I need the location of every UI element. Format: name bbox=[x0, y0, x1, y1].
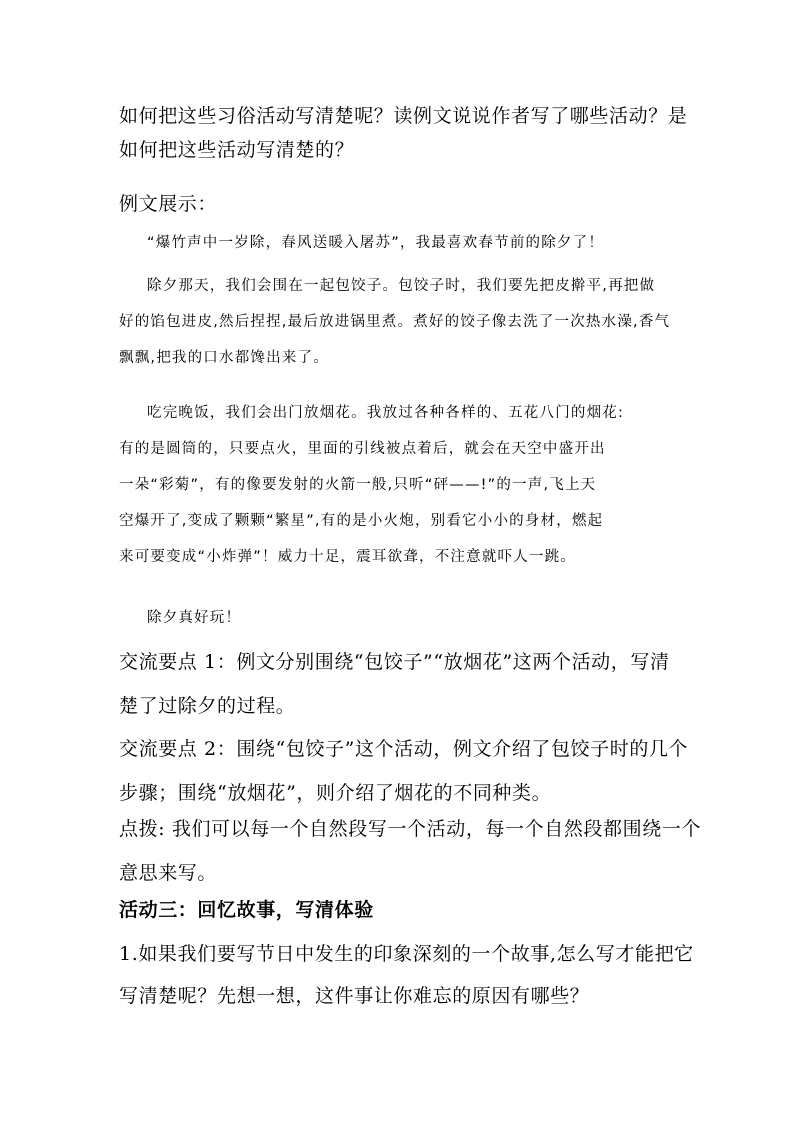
example-paragraph-1 bbox=[119, 228, 679, 258]
example-p2-line-2: 好的馅包进皮,然后捏捏,最后放进锅里煮。煮好的饺子像去洗了一次热水澡,香气 bbox=[119, 314, 671, 330]
discussion-point-2 bbox=[119, 732, 689, 810]
intro-line-2: 如何把这些活动写清楚的？ bbox=[119, 139, 355, 161]
question-1 bbox=[119, 937, 694, 1013]
point2-line-2: 步骤；围绕“放烟花”，则介绍了烟花的不同种类。 bbox=[119, 782, 552, 804]
example-p3-line-1: 吃完晚饭，我们会出门放烟花。我放过各种各样的、五花八门的烟花: bbox=[147, 405, 625, 421]
intro-line-1: 如何把这些习俗活动写清楚呢？读例文说说作者写了哪些活动？是 bbox=[119, 105, 688, 127]
example-p3-line-4: 空爆开了,变成了颗颗“繁星”,有的是小火炮，别看它小小的身材，燃起 bbox=[119, 513, 604, 529]
example-paragraph-3 bbox=[119, 398, 679, 572]
example-paragraph-2 bbox=[119, 271, 679, 373]
point1-line-1: 交流要点 1：例文分别围绕“包饺子”“放烟花”这两个活动，写清 bbox=[119, 651, 670, 673]
point2-line-1: 交流要点 2：围绕“包饺子”这个活动，例文介绍了包饺子时的几个 bbox=[119, 738, 689, 760]
tip-paragraph bbox=[119, 812, 702, 890]
example-p2-line-3: 飘飘,把我的口水都馋出来了。 bbox=[119, 350, 329, 366]
example-label: 例文展示： bbox=[119, 193, 218, 215]
example-p3-line-5: 来可要变成“小炸弹”！威力十足，震耳欲聋，不注意就吓人一跳。 bbox=[119, 549, 577, 565]
example-p4: 除夕真好玩！ bbox=[147, 610, 242, 626]
example-p2-line-1: 除夕那天，我们会围在一起包饺子。包饺子时，我们要先把皮擀平,再把做 bbox=[147, 278, 656, 294]
tip-line-1: 点拨: 我们可以每一个自然段写一个活动，每一个自然段都围绕一个 bbox=[119, 818, 702, 840]
discussion-point-1 bbox=[119, 645, 679, 723]
intro-paragraph bbox=[119, 99, 688, 167]
example-p3-line-2: 有的是圆筒的，只要点火，里面的引线被点着后，就会在天空中盛开出 bbox=[119, 441, 606, 457]
question1-line-1: 1.如果我们要写节日中发生的印象深刻的一个故事,怎么写才能把它 bbox=[119, 943, 694, 965]
question1-line-2: 写清楚呢？先想一想，这件事让你难忘的原因有哪些？ bbox=[119, 985, 590, 1007]
example-p3-line-3: 一朵“彩菊”，有的像要发射的火箭一般,只听“砰——!”的一声,飞上天 bbox=[119, 477, 597, 493]
activity3-heading: 活动三：回忆故事，写清体验 bbox=[119, 899, 374, 921]
point1-line-2: 楚了过除夕的过程。 bbox=[119, 695, 296, 717]
tip-line-2: 意思来写。 bbox=[119, 862, 218, 884]
example-p1: “爆竹声中一岁除，春风送暖入屠苏”，我最喜欢春节前的除夕了！ bbox=[147, 235, 605, 251]
example-paragraph-4 bbox=[119, 603, 679, 633]
